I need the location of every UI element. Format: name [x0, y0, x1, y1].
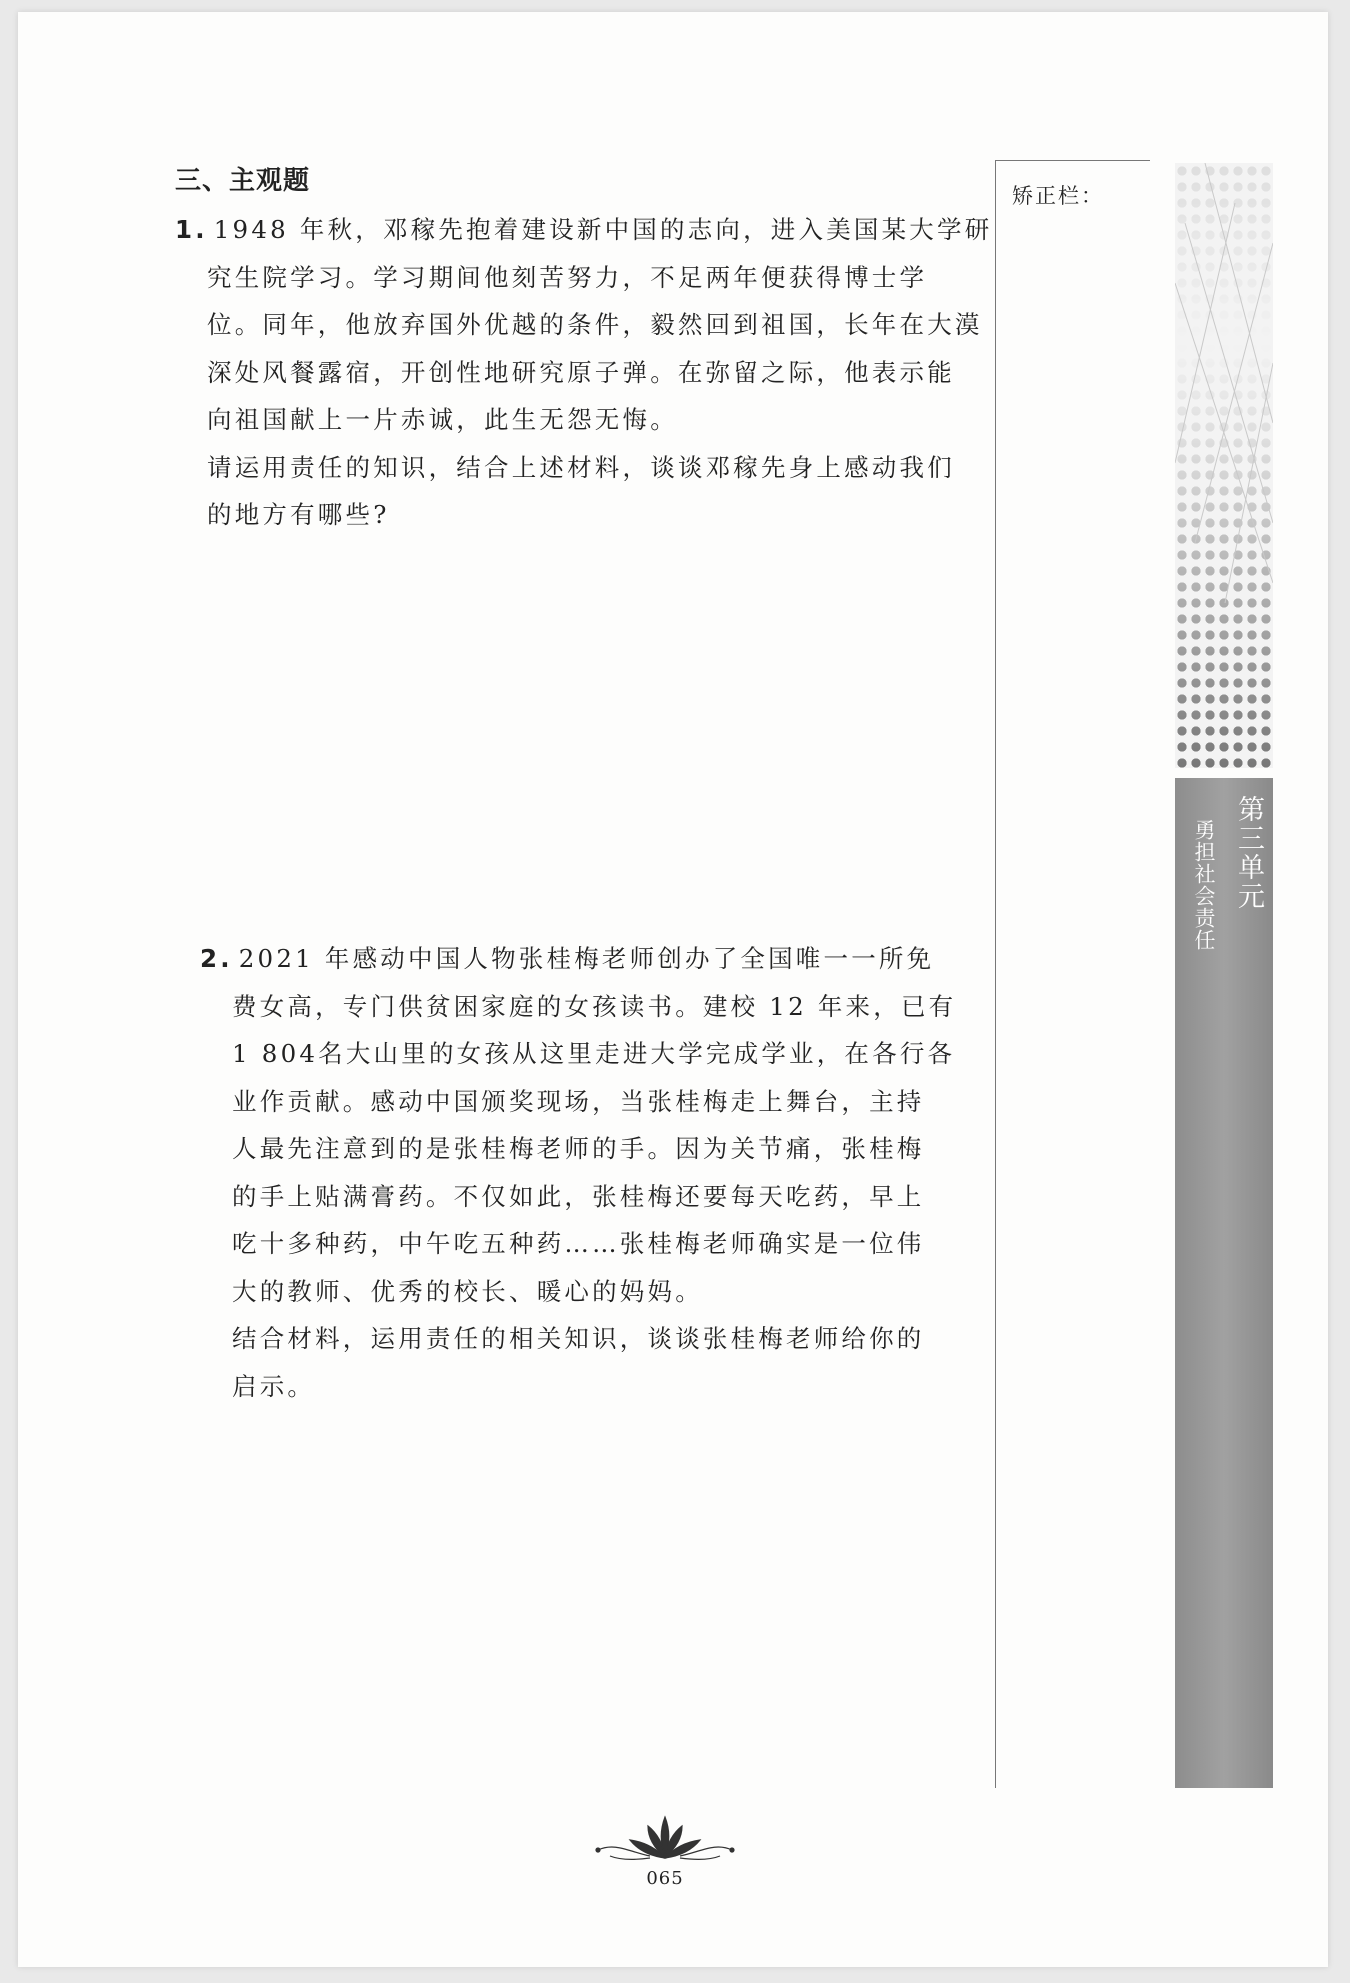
question-line: 2. 2021 年感动中国人物张桂梅老师创办了全国唯一一所免: [200, 944, 935, 973]
section-title: 三、主观题: [175, 166, 311, 196]
question-prompt: 启示。: [232, 1371, 316, 1401]
question-line: 吃十多种药，中午吃五种药……张桂梅老师确实是一位伟: [232, 1229, 925, 1258]
unit-title: 第三单元: [1233, 795, 1264, 911]
question-line: 业作贡献。感动中国颁奖现场，当张桂梅走上舞台，主持: [232, 1086, 925, 1116]
question-line: 1. 1948 年秋，邓稼先抱着建设新中国的志向，进入美国某大学研: [175, 215, 993, 244]
question-number: 2.: [200, 944, 233, 973]
question-line: 深处风餐露宿，开创性地研究原子弹。在弥留之际，他表示能: [207, 357, 955, 387]
question-2: [200, 935, 978, 1410]
question-prompt: 的地方有哪些?: [207, 500, 390, 529]
question-line: 究生院学习。学习期间他刻苦努力，不足两年便获得博士学: [207, 262, 928, 292]
question-1: [175, 206, 993, 539]
floral-ornament-icon: [590, 1812, 740, 1867]
decorative-lines-icon: [1175, 163, 1273, 768]
correction-top-rule: [995, 160, 1150, 161]
question-number: 1.: [175, 215, 208, 244]
band-divider: [1175, 768, 1273, 778]
unit-side-band: [1175, 163, 1273, 1788]
question-line: 的手上贴满膏药。不仅如此，张桂梅还要每天吃药，早上: [232, 1181, 925, 1211]
question-line: 费女高，专门供贫困家庭的女孩读书。建校 12 年来，已有: [232, 991, 957, 1021]
correction-label: 矫正栏：: [1012, 184, 1104, 208]
question-line: 人最先注意到的是张桂梅老师的手。因为关节痛，张桂梅: [232, 1134, 925, 1163]
halftone-pattern: [1175, 163, 1273, 768]
page-number: 065: [646, 1868, 684, 1889]
question-line: 1 804名大山里的女孩从这里走进大学完成学业，在各行各: [232, 1039, 956, 1068]
correction-column: [995, 160, 1151, 1788]
question-line: 大的教师、优秀的校长、暖心的妈妈。: [232, 1276, 703, 1306]
unit-subtitle: 勇担社会责任: [1192, 819, 1216, 951]
question-prompt: 结合材料，运用责任的相关知识，谈谈张桂梅老师给你的: [232, 1324, 925, 1353]
question-line: 向祖国献上一片赤诚，此生无怨无悔。: [207, 405, 678, 434]
question-line: 位。同年，他放弃国外优越的条件，毅然回到祖国，长年在大漠: [207, 310, 983, 339]
question-prompt: 请运用责任的知识，结合上述材料，谈谈邓稼先身上感动我们: [207, 452, 955, 482]
